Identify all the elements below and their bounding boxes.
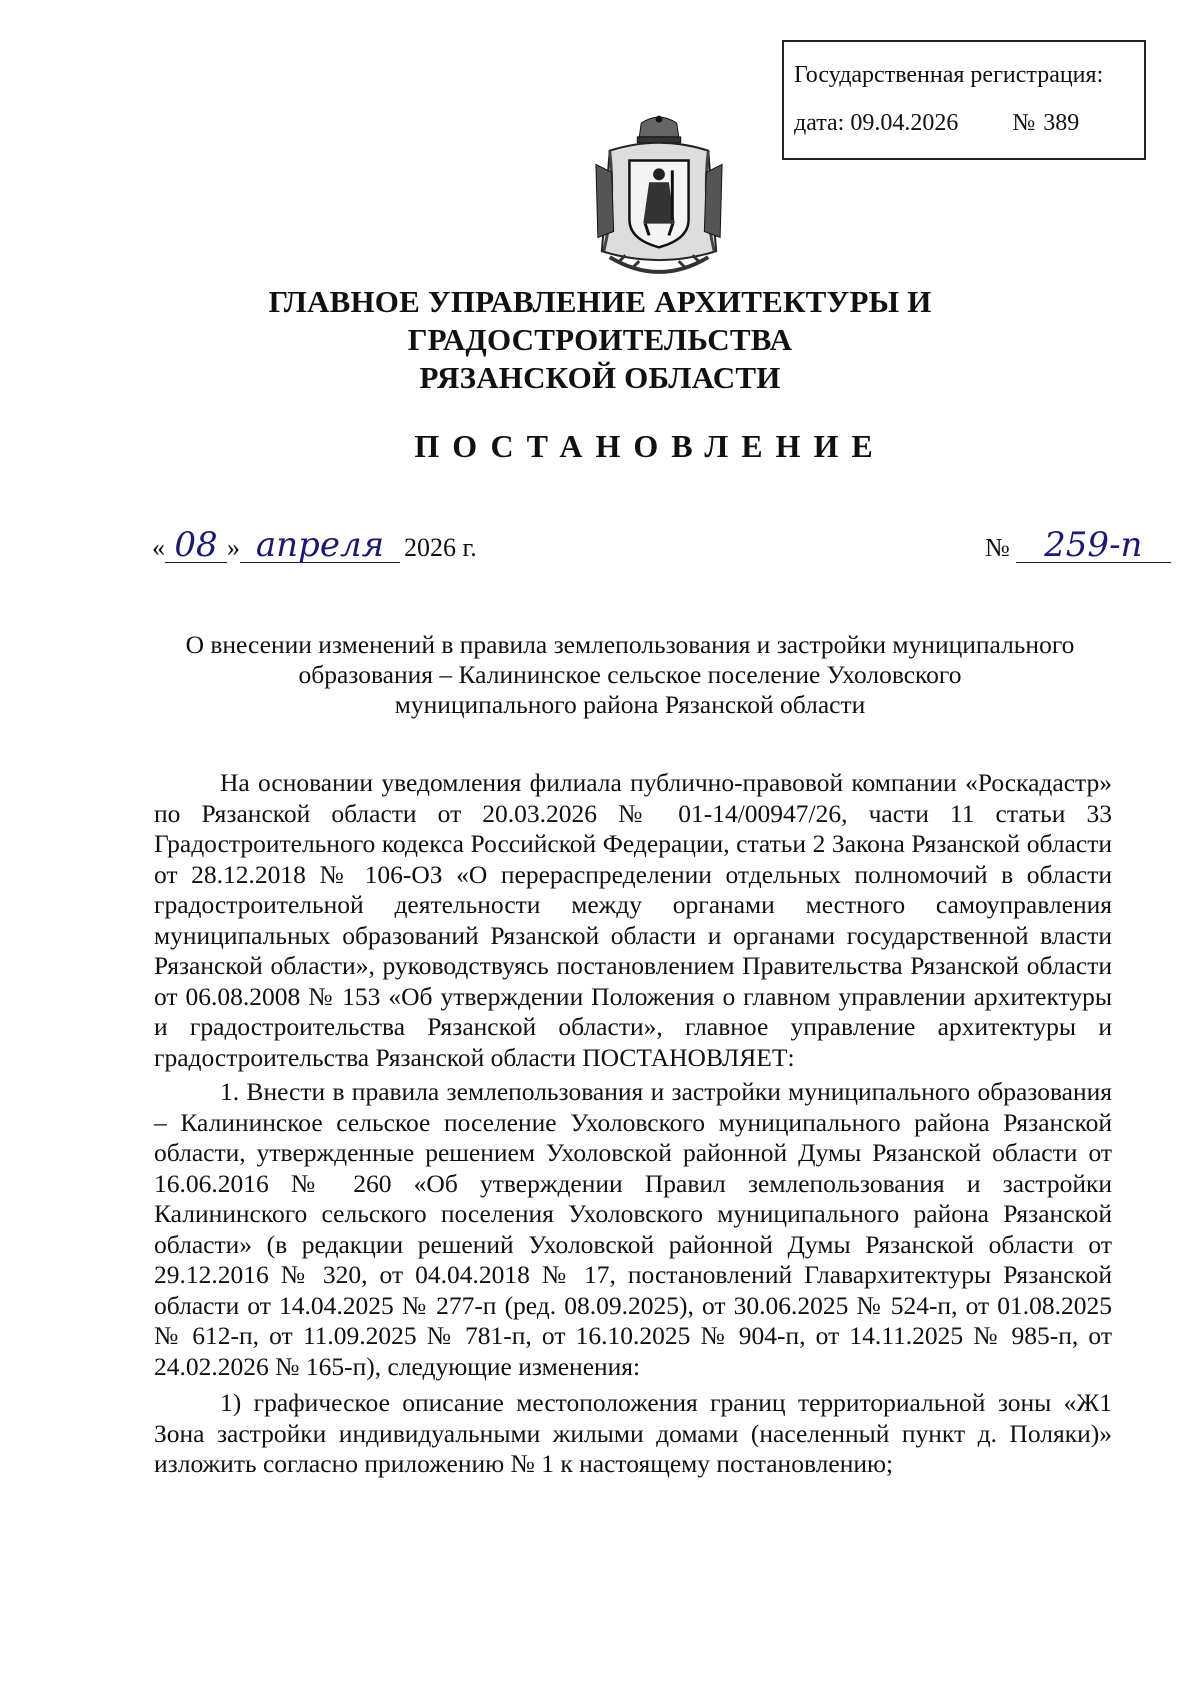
document-number-label: № xyxy=(985,533,1010,562)
date-month: апреля xyxy=(240,528,400,563)
date-close-quote: » xyxy=(227,533,240,562)
document-number-value: 259-п xyxy=(1016,528,1171,563)
document-body xyxy=(154,768,1112,1480)
date-open-quote: « xyxy=(152,533,165,562)
subject-line1: О внесении изменений в правила землепользования и застройки муниципального xyxy=(185,630,1075,659)
organization-title-line1: ГЛАВНОЕ УПРАВЛЕНИЕ АРХИТЕКТУРЫ И ГРАДОСТРОИТЕЛЬСТВА xyxy=(268,284,932,357)
document-subject xyxy=(140,630,1120,720)
subject-line3: муниципального района Рязанской области xyxy=(394,690,866,719)
registration-title: Государственная регистрация: xyxy=(794,62,1104,88)
item-1-paragraph: 1. Внести в правила землепользования и застройки муниципального образования – Калининское сельское поселение Ухоловского муниципального района Рязанской области, утвержденные решением Ухоловской районной Думы Рязанской области от 16.06.2016 № 260 «Об утверждении Правил землепользования и застройки Калининского сельского поселения Ухоловского муниципального района Рязанской области» (в редакции решений Ухоловской районной Думы Рязанской области от 29.12.2016 № 320, от 04.04.2018 № 17, постановлений Главархитектуры Рязанской области от 14.04.2025 № 277-п (ред. 08.09.2025), от 30.06.2025 № 524-п, от 01.08.2025 № 612-п, от 11.09.2025 № 781-п, от 16.10.2025 № 904-п, от 14.11.2025 № 985-п, от 24.02.2026 № 165-п), следующие изменения: xyxy=(154,1077,1112,1381)
document-type-heading: ПОСТАНОВЛЕНИЕ xyxy=(414,428,886,464)
ryazan-coat-of-arms-icon xyxy=(590,112,728,282)
document-number xyxy=(985,525,1171,565)
subitem-1-paragraph: 1) графическое описание местоположения границ территориальной зоны «Ж1 Зона застройки индивидуальными жилыми домами (населенный пункт д. Поляки)» изложить согласно приложению № 1 к настоящему постановлению; xyxy=(154,1388,1112,1478)
date-day: 08 xyxy=(165,528,227,563)
organization-title-line2: РЯЗАНСКОЙ ОБЛАСТИ xyxy=(419,360,781,395)
registration-date: 09.04.2026 xyxy=(850,110,959,136)
registration-details xyxy=(794,110,1130,136)
document-date xyxy=(152,525,477,565)
date-year: 2026 г. xyxy=(404,533,477,562)
registration-number-label: № xyxy=(1012,110,1036,136)
registration-number: 389 xyxy=(1043,110,1080,136)
registration-stamp xyxy=(782,40,1146,160)
organization-title xyxy=(100,283,1100,397)
registration-date-label: дата: xyxy=(794,110,845,136)
preamble-paragraph: На основании уведомления филиала публично-правовой компании «Роскадастр» по Рязанской области от 20.03.2026 № 01-14/00947/26, части 11 статьи 33 Градостроительного кодекса Российской Федерации, статьи 2 Закона Рязанской области от 28.12.2018 № 106-ОЗ «О перераспределении отдельных полномочий в области градостроительной деятельности между органами местного самоуправления муниципальных образований Рязанской области и органами государственной власти Рязанской области», руководствуясь постановлением Правительства Рязанской области от 06.08.2008 № 153 «Об утверждении Положения о главном управлении архитектуры и градостроительства Рязанской области», главное управление архитектуры и градостроительства Рязанской области ПОСТАНОВЛЯЕТ: xyxy=(154,768,1112,1072)
subject-line2: образования – Калининское сельское поселение Ухоловского xyxy=(298,660,962,689)
